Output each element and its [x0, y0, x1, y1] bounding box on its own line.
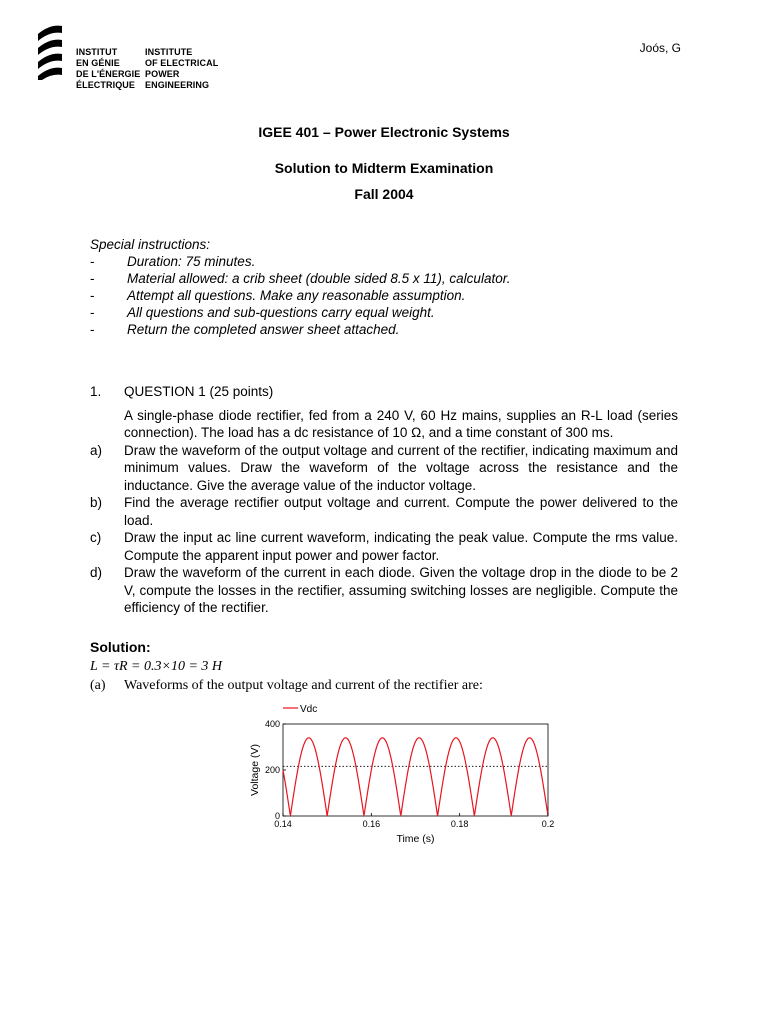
term-label: Fall 2004: [354, 186, 414, 202]
question-intro: A single-phase diode rectifier, fed from a 240 V, 60 Hz mains, supplies an R-L load (series connection). The load has a dc resistance of 10 Ω, and a time constant of 300 ms.: [124, 407, 678, 440]
author-name: Joós, G: [639, 41, 681, 55]
question-part: [90, 442, 678, 495]
course-title: IGEE 401 – Power Electronic Systems: [258, 124, 510, 140]
instruction-item: [90, 253, 690, 270]
bullet-dash: -: [90, 322, 95, 337]
logo-text-line: ENGINEERING: [145, 80, 210, 90]
instructions-heading: Special instructions:: [90, 237, 211, 252]
part-label: c): [90, 530, 102, 545]
instruction-item: [90, 287, 690, 304]
bullet-dash: -: [90, 305, 95, 320]
instruction-item: [90, 304, 690, 321]
solution-part-label: (a): [90, 678, 106, 693]
logo-text-line: POWER: [145, 69, 180, 79]
instruction-text: Material allowed: a crib sheet (double sided 8.5 x 11), calculator.: [127, 271, 511, 286]
part-text: Draw the waveform of the output voltage and current of the rectifier, indicating maximum and minimum values. Draw the waveform of the voltage across the resistance and the inductance. Give the average value of the inductor voltage.: [124, 442, 678, 493]
logo-text-line: INSTITUTE: [145, 47, 193, 57]
plot-frame: [283, 724, 548, 816]
instruction-text: All questions and sub-questions carry equal weight.: [127, 305, 435, 320]
part-text: Draw the waveform of the current in each diode. Given the voltage drop in the diode to be 2 V, compute the losses in the rectifier, assuming switching losses are negligible. Compute the efficiency of the rectifier.: [124, 565, 678, 615]
legend-label: Vdc: [300, 704, 318, 715]
x-tick-label: 0.16: [362, 819, 381, 829]
x-axis-label: Time (s): [396, 833, 435, 845]
instruction-item: [90, 321, 690, 338]
document-subtitle: Solution to Midterm Examination: [274, 160, 494, 176]
part-label: d): [90, 565, 103, 580]
instruction-text: Attempt all questions. Make any reasonable assumption.: [127, 288, 466, 303]
bullet-dash: -: [90, 254, 95, 269]
question-part: [90, 529, 678, 564]
logo-french-text: [76, 47, 140, 91]
x-tick-label: 0.2: [541, 819, 555, 829]
logo-text-line: EN GÉNIE: [76, 58, 120, 68]
solution-part-text: Waveforms of the output voltage and current of the rectifier are:: [124, 678, 483, 693]
logo-text-line: INSTITUT: [76, 47, 118, 57]
question-title: QUESTION 1 (25 points): [124, 384, 274, 399]
y-tick-label: 0: [274, 811, 280, 821]
bullet-dash: -: [90, 271, 95, 286]
question-part: [90, 494, 678, 529]
question-number: 1.: [90, 384, 102, 399]
question-intro-row: [90, 407, 678, 442]
voltage-chart: [235, 695, 565, 855]
y-tick-label: 200: [264, 765, 280, 775]
part-label: a): [90, 442, 103, 458]
part-label: b): [90, 495, 103, 510]
solution-equation: L = τR = 0.3×10 = 3 H: [90, 659, 222, 674]
bullet-dash: -: [90, 288, 95, 303]
part-text: Draw the input ac line current waveform, indicating the peak value. Compute the rms value. Compute the apparent input power and power factor.: [124, 530, 678, 563]
x-tick-label: 0.18: [450, 819, 469, 829]
special-instructions: [90, 236, 690, 338]
solution-heading: Solution:: [90, 639, 151, 655]
y-tick-label: 400: [264, 719, 280, 729]
logo-english-text: [145, 47, 218, 91]
institute-logo-icon: [36, 24, 64, 80]
y-axis-label: Voltage (V): [249, 744, 261, 796]
question-heading: [90, 383, 678, 401]
question-part: [90, 564, 678, 617]
instruction-item: [90, 270, 690, 287]
logo-text-line: DE L'ÉNERGIE: [76, 69, 141, 79]
logo-text-line: ÉLECTRIQUE: [76, 80, 136, 90]
instruction-text: Return the completed answer sheet attached.: [127, 322, 400, 337]
logo-text-line: OF ELECTRICAL: [145, 58, 219, 68]
x-tick-label: 0.14: [274, 819, 292, 829]
instruction-text: Duration: 75 minutes.: [127, 254, 256, 269]
question-1: [90, 383, 678, 617]
part-text: Find the average rectifier output voltage and current. Compute the power delivered to the load.: [124, 495, 678, 528]
series-line: [283, 738, 548, 816]
